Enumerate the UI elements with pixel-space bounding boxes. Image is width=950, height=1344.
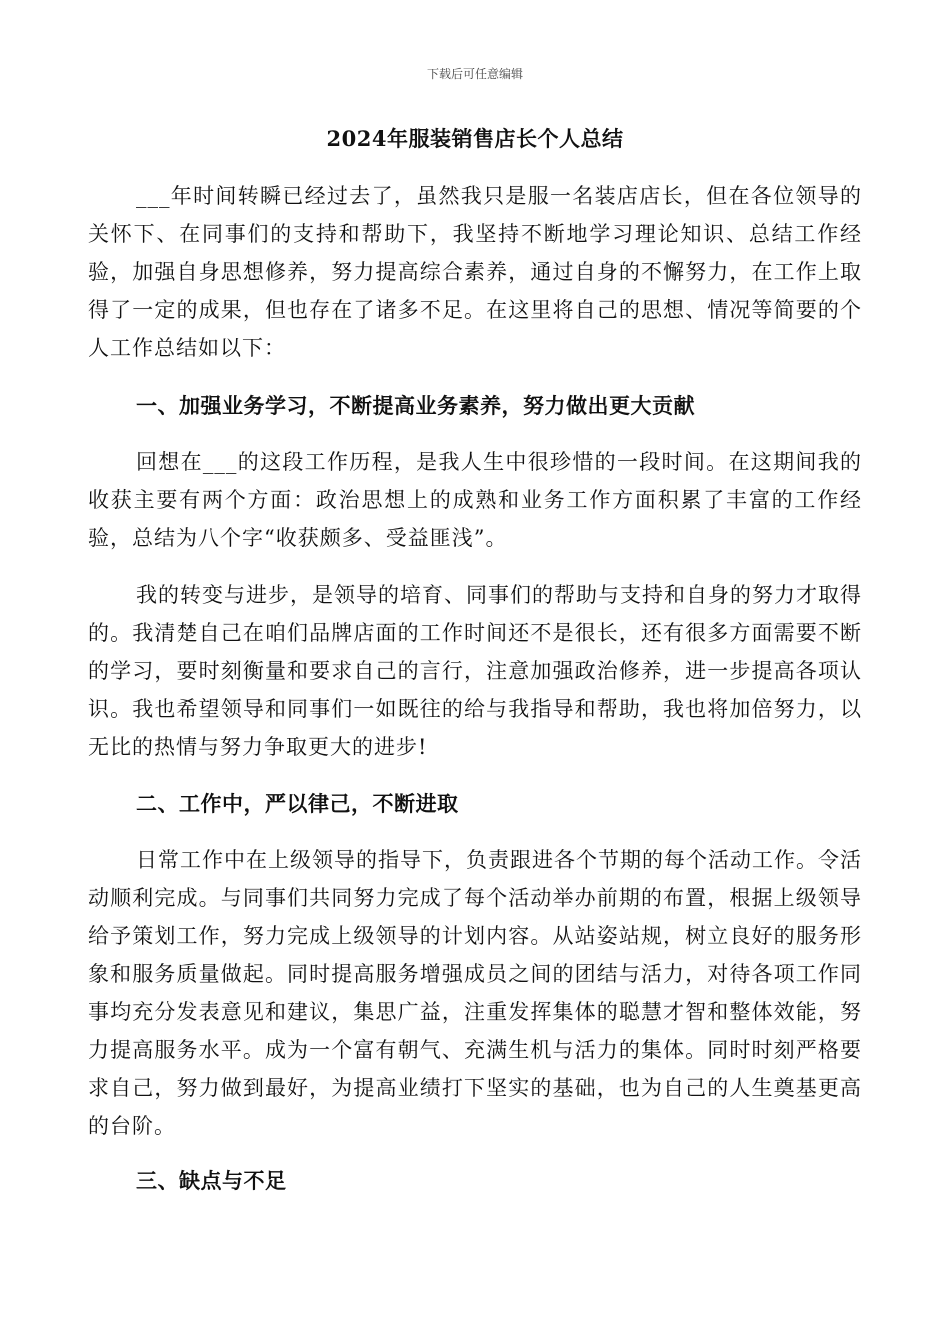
paragraph-intro: ___年时间转瞬已经过去了，虽然我只是服一名装店店长，但在各位领导的关怀下、在同事们的支持和帮助下，我坚持不断地学习理论知识、总结工作经验，加强自身思想修养，努力提高综合素养，通过自身的不懈努力，在工作上取得了一定的成果，但也存在了诸多不足。在这里将自己的思想、情况等简要的个人工作总结如以下： [88,184,862,360]
paragraph-reflection: 回想在___的这段工作历程，是我人生中很珍惜的一段时间。在这期间我的收获主要有两个方面：政治思想上的成熟和业务工作方面积累了丰富的工作经验，总结为八个字“收获颇多、受益匪浅”。 [88,450,862,550]
section-heading-2: 二、工作中，严以律己，不断进取 [136,791,459,816]
section-1-block-b [88,576,862,766]
paragraph-progress: 我的转变与进步，是领导的培育、同事们的帮助与支持和自身的努力才取得的。我清楚自己在咱们品牌店面的工作时间还不是很长，还有很多方面需要不断的学习，要时刻衡量和要求自己的言行，注意加强政治修养，进一步提高各项认识。我也希望领导和同事们一如既往的给与我指导和帮助，我也将加倍努力，以无比的热情与努力争取更大的进步! [88,583,862,759]
section-heading-1: 一、加强业务学习，不断提高业务素养，努力做出更大贡献 [136,393,695,418]
document-title: 2024年服装销售店长个人总结 [326,126,624,151]
paragraph-daily-work: 日常工作中在上级领导的指导下，负责跟进各个节期的每个活动工作。令活动顺利完成。与同事们共同努力完成了每个活动举办前期的布置，根据上级领导给予策划工作，努力完成上级领导的计划内容。从站姿站规，树立良好的服务形象和服务质量做起。同时提高服务增强成员之间的团结与活力，对待各项工作同事均充分发表意见和建议，集思广益，注重发挥集体的聪慧才智和整体效能，努力提高服务水平。成为一个富有朝气、充满生机与活力的集体。同时时刻严格要求自己，努力做到最好，为提高业绩打下坚实的基础，也为自己的人生奠基更高的台阶。 [88,848,862,1138]
section-1-block-a [88,443,862,557]
intro-block [88,177,862,367]
section-2-block [88,841,862,1145]
section-heading-3: 三、缺点与不足 [136,1168,287,1193]
header-note: 下载后可任意编辑 [426,67,523,81]
